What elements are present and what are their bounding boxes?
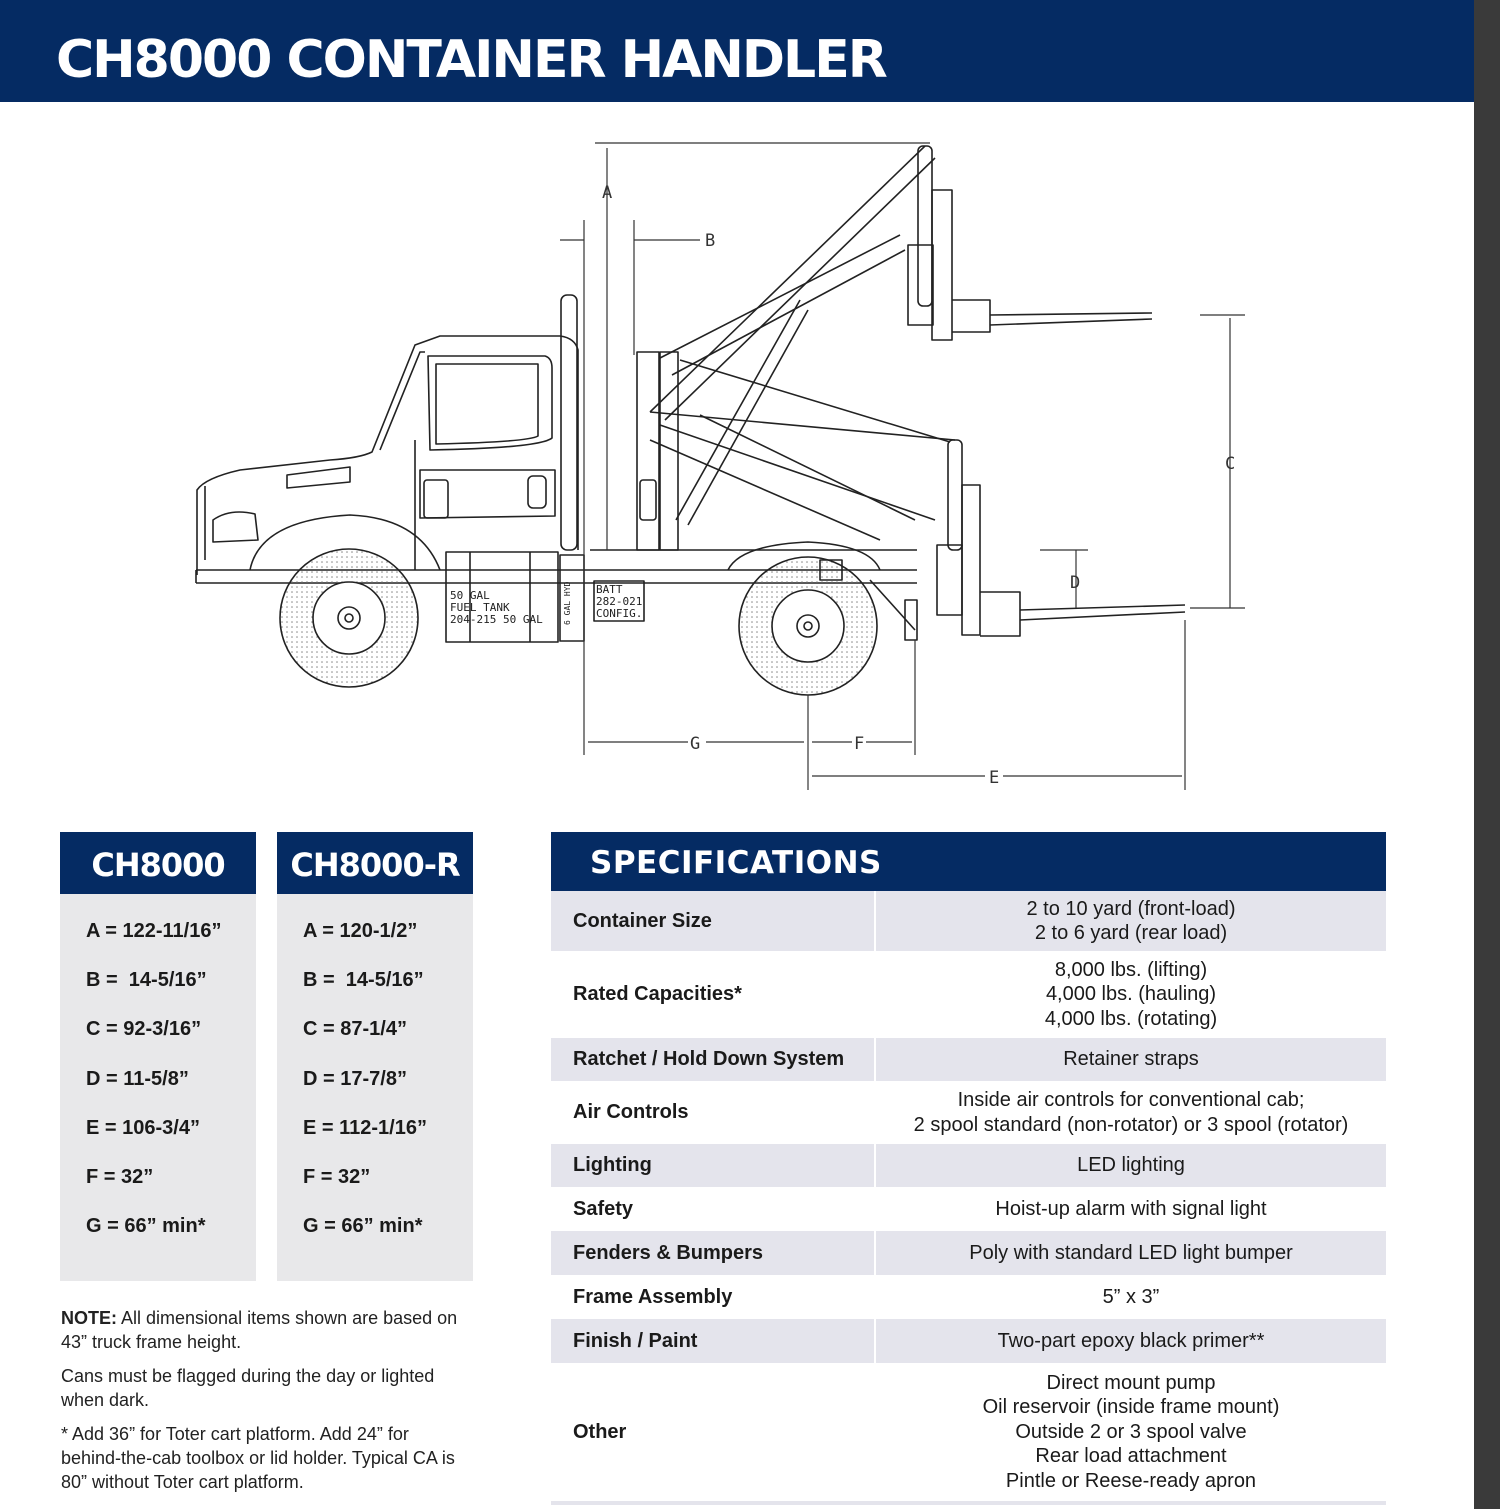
spec-value bbox=[874, 1363, 1386, 1501]
dimension-item: C = 87-1/4” bbox=[303, 1018, 407, 1041]
spec-row-finish bbox=[551, 1319, 1386, 1363]
notes-section bbox=[61, 1306, 461, 1504]
dim-letter-b: B bbox=[705, 231, 716, 251]
dim-letter-d: D bbox=[1070, 573, 1081, 593]
spec-row-ratchet bbox=[551, 1038, 1386, 1081]
note-flag: Cans must be flagged during the day or lighted when dark. bbox=[61, 1366, 435, 1410]
spec-value-line: Hoist-up alarm with signal light bbox=[995, 1197, 1267, 1220]
specifications-table bbox=[551, 832, 1386, 1505]
spec-label: Other bbox=[573, 1420, 627, 1443]
dim-letter-e: E bbox=[989, 768, 1000, 788]
spec-value-line: 4,000 lbs. (hauling) bbox=[1045, 983, 1217, 1006]
ch8000-dimension-list bbox=[60, 894, 256, 1262]
spec-label: Container Size bbox=[573, 909, 712, 932]
spec-value-line: 2 spool standard (non-rotator) or 3 spool (rotator) bbox=[913, 1113, 1349, 1136]
dim-letter-c: C bbox=[1225, 454, 1236, 474]
fuel-tank-label-2: FUEL TANK bbox=[450, 601, 510, 614]
ch8000r-dimensions-box bbox=[277, 832, 473, 1281]
dimension-item: F = 32” bbox=[86, 1165, 154, 1188]
note-add: * Add 36” for Toter cart platform. Add 24” for behind-the-cab toolbox or lid holder. Typical CA is 80” without Toter cart platform. bbox=[61, 1424, 455, 1492]
spec-row-rated-capacities bbox=[551, 951, 1386, 1038]
spec-label: Safety bbox=[573, 1197, 634, 1220]
dimension-item: F = 32” bbox=[303, 1165, 371, 1188]
note-frame-height bbox=[61, 1306, 461, 1354]
spec-row-safety bbox=[551, 1187, 1386, 1231]
spec-label: Ratchet / Hold Down System bbox=[573, 1048, 845, 1070]
specifications-heading: SPECIFICATIONS bbox=[551, 832, 1386, 891]
spec-value-line: Rear load attachment bbox=[1035, 1445, 1227, 1468]
hydraulic-tank-label: 6 GAL HYD bbox=[563, 581, 572, 625]
spec-value bbox=[874, 951, 1386, 1038]
spec-value bbox=[874, 1275, 1386, 1319]
dimension-item: G = 66” min* bbox=[86, 1215, 206, 1238]
spec-row-other bbox=[551, 1363, 1386, 1501]
spec-label: Air Controls bbox=[573, 1101, 689, 1123]
title-banner bbox=[0, 0, 1474, 102]
dimension-item: G = 66” min* bbox=[303, 1215, 423, 1238]
dimension-item: A = 122-11/16” bbox=[86, 920, 222, 942]
dim-letter-f: F bbox=[854, 734, 865, 754]
fuel-tank-label-3: 204-215 50 GAL bbox=[450, 613, 543, 626]
dim-letter-g: G bbox=[690, 734, 701, 754]
spec-label: Rated Capacities* bbox=[573, 983, 742, 1005]
dimension-item: D = 11-5/8” bbox=[86, 1067, 189, 1090]
dimension-item: B = 14-5/16” bbox=[86, 969, 207, 992]
spec-value bbox=[874, 1081, 1386, 1144]
spec-value bbox=[874, 1038, 1386, 1081]
spec-value-line: 5” x 3” bbox=[1102, 1285, 1160, 1308]
spec-row-container-size bbox=[551, 891, 1386, 951]
spec-value bbox=[874, 1187, 1386, 1231]
note-text: All dimensional items shown are based on 43” truck frame height. bbox=[61, 1308, 458, 1352]
spec-label: Frame Assembly bbox=[573, 1285, 733, 1308]
spec-value-line: Direct mount pump bbox=[1046, 1371, 1216, 1394]
spec-value-line: 2 to 6 yard (rear load) bbox=[1034, 922, 1228, 944]
dimension-item: D = 17-7/8” bbox=[303, 1067, 407, 1090]
dimension-item: B = 14-5/16” bbox=[303, 969, 424, 992]
spec-value-line: 8,000 lbs. (lifting) bbox=[1054, 958, 1208, 981]
window-edge bbox=[1474, 0, 1500, 1509]
spec-label: Fenders & Bumpers bbox=[573, 1241, 764, 1264]
spec-value-line: Outside 2 or 3 spool valve bbox=[1015, 1420, 1247, 1443]
spec-value bbox=[874, 891, 1386, 951]
ch8000r-dimension-list bbox=[277, 894, 473, 1262]
table-bottom-rule bbox=[551, 1501, 1386, 1505]
spec-row-fenders bbox=[551, 1231, 1386, 1275]
spec-row-lighting bbox=[551, 1144, 1386, 1187]
battery-label-1: BATT bbox=[596, 583, 623, 596]
spec-value bbox=[874, 1231, 1386, 1275]
spec-value-line: Poly with standard LED light bumper bbox=[969, 1241, 1293, 1264]
spec-value-line: Two-part epoxy black primer** bbox=[997, 1329, 1265, 1352]
spec-row-frame-assembly bbox=[551, 1275, 1386, 1319]
ch8000r-heading: CH8000-R bbox=[277, 832, 473, 894]
spec-label: Lighting bbox=[573, 1154, 652, 1176]
spec-value-line: Retainer straps bbox=[1063, 1048, 1199, 1071]
dimension-item: E = 112-1/16” bbox=[303, 1116, 427, 1139]
spec-value-line: LED lighting bbox=[1077, 1154, 1185, 1177]
ch8000-heading: CH8000 bbox=[60, 832, 256, 894]
spec-label: Finish / Paint bbox=[573, 1329, 698, 1352]
truck-side-diagram bbox=[180, 130, 1280, 800]
page-title: CH8000 CONTAINER HANDLER bbox=[56, 30, 886, 90]
spec-value bbox=[874, 1319, 1386, 1363]
spec-value-line: Oil reservoir (inside frame mount) bbox=[982, 1396, 1280, 1419]
spec-value-line: Pintle or Reese-ready apron bbox=[1005, 1469, 1257, 1492]
dimension-item: E = 106-3/4” bbox=[86, 1116, 200, 1139]
fuel-tank-label-1: 50 GAL bbox=[450, 589, 490, 602]
spec-value-line: 2 to 10 yard (front-load) bbox=[1026, 897, 1236, 920]
spec-value-line: Inside air controls for conventional cab; bbox=[957, 1089, 1305, 1111]
dimension-item: A = 120-1/2” bbox=[303, 920, 418, 942]
battery-label-2: 282-021 bbox=[596, 595, 643, 608]
dim-letter-a: A bbox=[602, 183, 613, 203]
battery-label-3: CONFIG. bbox=[596, 607, 643, 620]
ch8000-dimensions-box bbox=[60, 832, 256, 1281]
spec-value-line: 4,000 lbs. (rotating) bbox=[1044, 1007, 1218, 1030]
spec-value bbox=[874, 1144, 1386, 1187]
spec-row-air-controls bbox=[551, 1081, 1386, 1144]
note-label: NOTE: bbox=[61, 1308, 117, 1328]
dimension-item: C = 92-3/16” bbox=[86, 1018, 202, 1041]
